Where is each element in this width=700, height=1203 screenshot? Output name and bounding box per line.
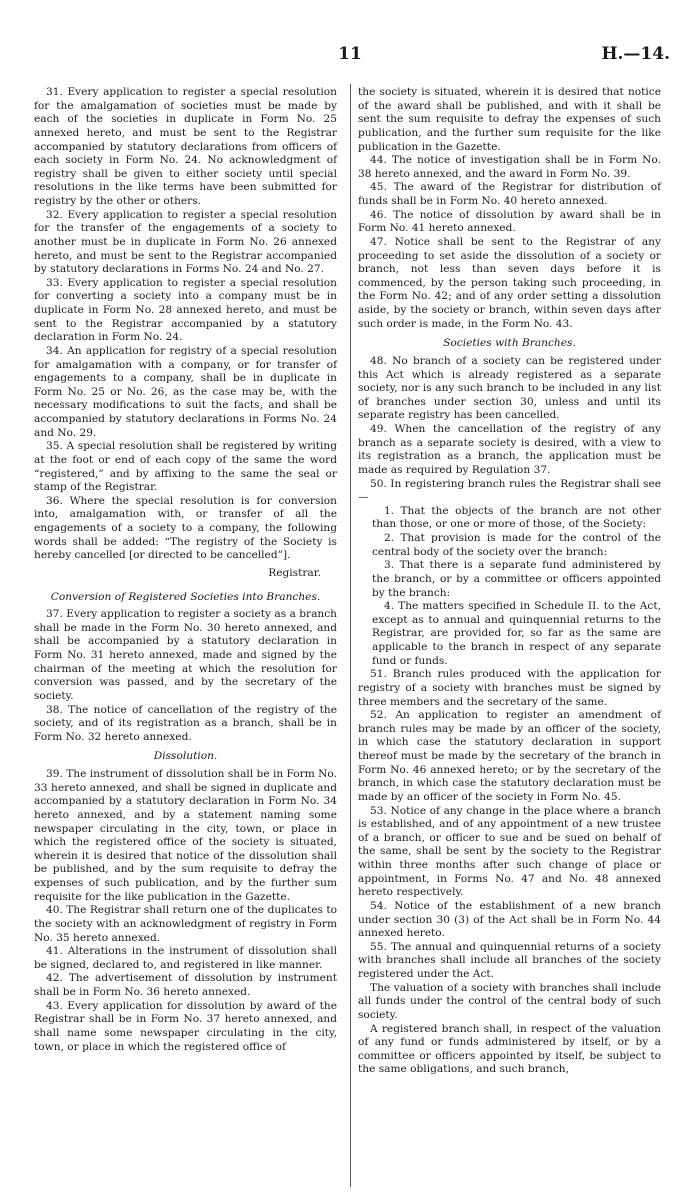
paragraph: 50. In registering branch rules the Registrar shall see— [358,477,661,504]
column-divider [350,84,351,1187]
sub-clause: 3. That there is a separate fund administered by the branch, or by a committee or officers appointed by the branch: [372,559,661,599]
page-header [30,44,670,74]
paragraph: 51. Branch rules produced with the application for registry of a society with branches must be signed by three members and the secretary of the same. [358,668,661,708]
sub-clause: 2. That provision is made for the control of the central body of the society over the branch: [372,532,661,558]
paragraph: 43. Every application for dissolution by award of the Registrar shall be in Form No. 37 hereto annexed, and shall name some newspaper circulating in the city, town, or place in which the registered office of [34,999,337,1053]
left-column [34,86,337,1054]
paragraph: 33. Every application to register a special resolution for converting a society into a company must be in duplicate in Form No. 28 annexed hereto, and must be sent to the Registrar accompanied by a statutory declaration in Form No. 24. [34,276,337,344]
paragraph: 41. Alterations in the instrument of dissolution shall be signed, declared to, and registered in like manner. [34,945,337,971]
section-heading: Dissolution. [153,750,218,763]
paragraph: A registered branch shall, in respect of the valuation of any fund or funds administered by itself, or by a committee or officers appointed by itself, be subject to the same obligations, and such branch, [358,1022,661,1076]
paragraph: 44. The notice of investigation shall be in Form No. 38 hereto annexed, and the award in Form No. 39. [358,154,661,180]
paragraph: 53. Notice of any change in the place where a branch is established, and of any appointment of a new trustee of a branch, or officer to sue and be sued on behalf of the same, shall be sent by the society to the Registrar within three months after such change of place or appointment, in Forms No. 47 and No. 48 annexed hereto respectively. [358,804,661,899]
paragraph: 48. No branch of a society can be registered under this Act which is already registered as a separate society, nor is any such branch to be included in any list of branches under section 30, unless and until its separate registry has been cancelled. [358,354,661,422]
paragraph: 37. Every application to register a society as a branch shall be made in the Form No. 30 hereto annexed, and shall be accompanied by a statutory declaration in Form No. 31 hereto annexed, made and signed by the chairman of the meeting at which the resolution for conversion was passed, and by the secretary of the society. [34,608,337,702]
paragraph: 32. Every application to register a special resolution for the transfer of the engagements of a society to another must be in duplicate in Form No. 26 annexed hereto, and must be sent to the Registrar accompanied by statutory declarations in Forms No. 24 and No. 27. [34,208,337,276]
paragraph: 46. The notice of dissolution by award shall be in Form No. 41 hereto annexed. [358,208,661,235]
signature-line: Registrar. [268,566,321,579]
document-reference: H.—14. [601,44,670,64]
paragraph: 36. Where the special resolution is for conversion into, amalgamation with, or transfer of all the engagements of a society to a company, the following words shall be added: “The registry of the Society is hereby cancelled [or directed to be cancelled”]. [34,494,337,562]
paragraph: 45. The award of the Registrar for distribution of funds shall be in Form No. 40 hereto annexed. [358,181,661,207]
paragraph: 38. The notice of cancellation of the registry of the society, and of its registration as a branch, shall be in Form No. 32 hereto annexed. [34,703,337,743]
right-column [358,86,661,1077]
paragraph: 54. Notice of the establishment of a new branch under section 30 (3) of the Act shall be in Form No. 44 annexed hereto. [358,899,661,940]
section-heading: Societies with Branches. [443,337,576,350]
paragraph: The valuation of a society with branches shall include all funds under the control of the central body of such society. [358,981,661,1021]
paragraph: 52. An application to register an amendment of branch rules may be made by an officer of the society, in which case the statutory declaration in support thereof must be made by the secretary of the branch in Form No. 46 annexed hereto; or by the secretary of the branch, in which case the statutory declaration must be made by an officer of the society in Form No. 45. [358,709,661,803]
paragraph: 31. Every application to register a special resolution for the amalgamation of societies must be made by each of the societies in duplicate in Form No. 25 annexed hereto, and must be sent to the Registrar accompanied by statutory declarations from officers of each society in Form No. 24. No acknowledgment of registry shall be given to either society until special resolutions in the like terms have been submitted for registry by the other or others. [34,86,337,207]
paragraph: 47. Notice shall be sent to the Registrar of any proceeding to set aside the dissolution of a society or branch, not less than seven days before it is commenced, by the person taking such proceeding, in the Form No. 42; and of any order setting a dissolution aside, by the society or branch, within seven days after such order is made, in the Form No. 43. [358,235,661,330]
sub-clause: 4. The matters specified in Schedule II. to the Act, except as to annual and quinquennial returns to the Registrar, are provided for, so far as the same are applicable to the branch in respect of any separate fund or funds. [372,600,661,667]
paragraph: 40. The Registrar shall return one of the duplicates to the society with an acknowledgment of registry in Form No. 35 hereto annexed. [34,904,337,944]
paragraph: 42. The advertisement of dissolution by instrument shall be in Form No. 36 hereto annexed. [34,972,337,998]
paragraph: 49. When the cancellation of the registry of any branch as a separate society is desired, with a view to its registration as a branch, the application must be made as required by Regulation 37. [358,423,661,476]
page-number: 11 [338,44,362,64]
sub-clause: 1. That the objects of the branch are not other than those, or one or more of those, of the Society: [372,504,661,531]
section-heading: Conversion of Registered Societies into Branches. [50,590,321,603]
paragraph: 39. The instrument of dissolution shall be in Form No. 33 hereto annexed, and shall be signed in duplicate and accompanied by a statutory declaration in Form No. 34 hereto annexed, and by a statement naming some newspaper circulating in the city, town, or place in which the registered office of the society is situated, wherein it is desired that notice of the dissolution shall be published, and by the sum requisite to defray the expenses of such publication, and by the further sum requisite for the like publication in the Gazette. [34,768,337,903]
continued-paragraph: the society is situated, wherein it is desired that notice of the award shall be published, and with it shall be sent the sum requisite to defray the expenses of such publication, and the further sum requisite for the like publication in the Gazette. [358,86,661,153]
paragraph: 34. An application for registry of a special resolution for amalgamation with a company, or for transfer of engagements to a company, shall be in duplicate in Form No. 25 or No. 26, as the case may be, with the necessary modifications to suit the facts, and shall be accompanied by statutory declarations in Forms No. 24 and No. 29. [34,344,337,439]
paragraph: 55. The annual and quinquennial returns of a society with branches shall include all branches of the society registered under the Act. [358,940,661,980]
paragraph: 35. A special resolution shall be registered by writing at the foot or end of each copy of the same the word “registered,” and by affixing to the same the seal or stamp of the Registrar. [34,440,337,494]
